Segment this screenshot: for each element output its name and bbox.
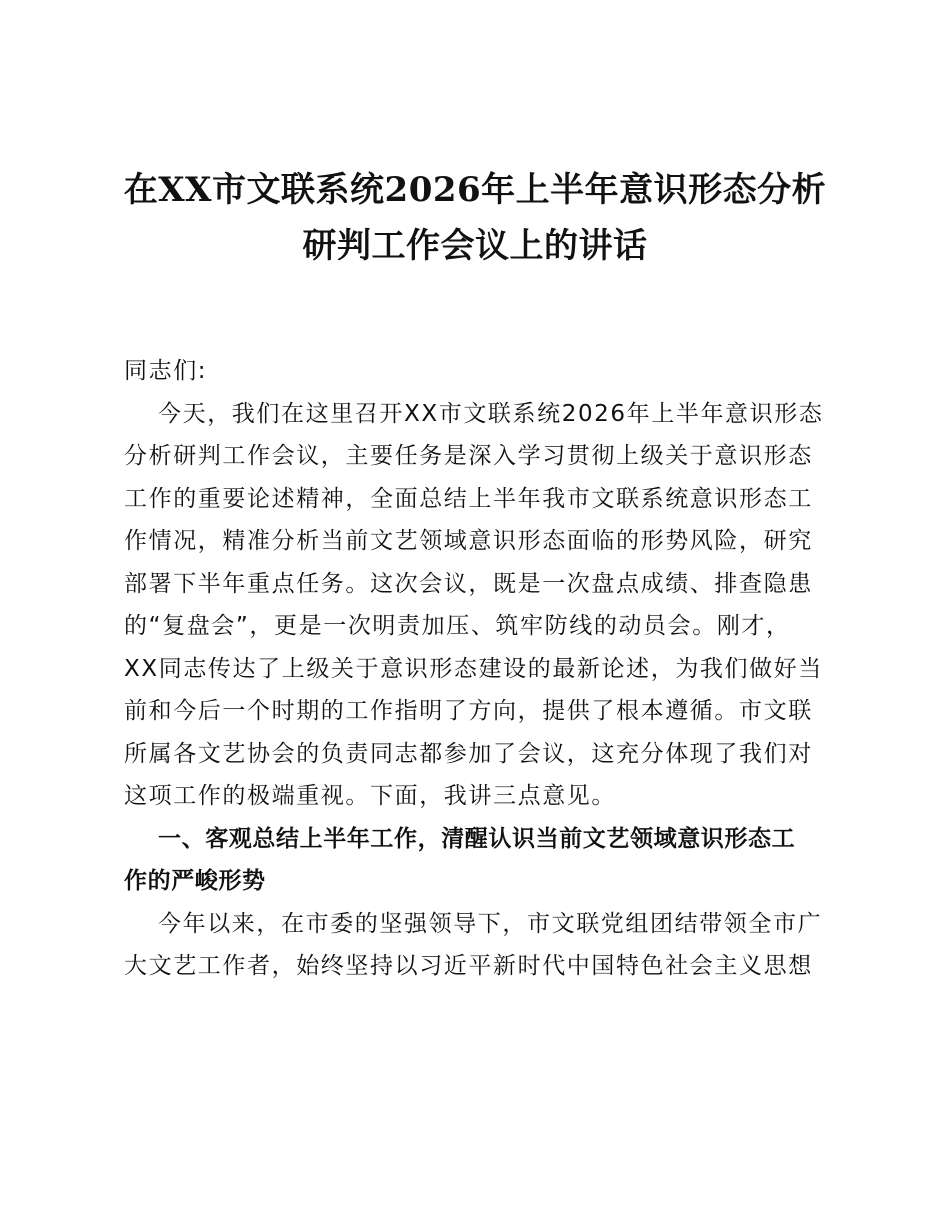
intro-line: 作情况，精准分析当前文艺领域意识形态面临的形势风险，研究 xyxy=(124,528,813,554)
intro-line: 部署下半年重点任务。这次会议，既是一次盘点成绩、排查隐患 xyxy=(124,570,813,597)
section-heading-line: 一、客观总结上半年工作，清醒认识当前文艺领域意识形态工 xyxy=(158,825,796,852)
speech-body xyxy=(124,350,826,988)
intro-line: 分析研判工作会议，主要任务是深入学习贯彻上级关于意识形态 xyxy=(124,443,813,469)
section-heading-line: 作的严峻形势 xyxy=(124,868,266,894)
section-1-heading xyxy=(124,818,826,903)
intro-line: 工作的重要论述精神，全面总结上半年我市文联系统意识形态工 xyxy=(124,485,813,512)
title-line-1: 在XX市文联系统2026年上半年意识形态分析 xyxy=(123,170,827,210)
title-line-2: 研判工作会议上的讲话 xyxy=(302,226,648,266)
intro-line: 这项工作的极端重视。下面，我讲三点意见。 xyxy=(124,783,616,809)
document-title xyxy=(90,162,860,274)
intro-line: 前和今后一个时期的工作指明了方向，提供了根本遵循。市文联 xyxy=(124,698,813,724)
section-1-paragraph xyxy=(124,903,826,988)
intro-line: XX同志传达了上级关于意识形态建设的最新论述，为我们做好当 xyxy=(124,655,823,682)
intro-line: 今天，我们在这里召开XX市文联系统2026年上半年意识形态 xyxy=(158,400,824,427)
section-line: 今年以来，在市委的坚强领导下，市文联党组团结带领全市广 xyxy=(158,910,823,937)
intro-line: 的“复盘会”，更是一次明责加压、筑牢防线的动员会。刚才， xyxy=(124,613,791,639)
intro-line: 所属各文艺协会的负责同志都参加了会议，这充分体现了我们对 xyxy=(124,740,813,767)
section-line: 大文艺工作者，始终坚持以习近平新时代中国特色社会主义思想 xyxy=(124,953,813,979)
intro-paragraph xyxy=(124,393,826,818)
salutation: 同志们: xyxy=(124,358,208,384)
